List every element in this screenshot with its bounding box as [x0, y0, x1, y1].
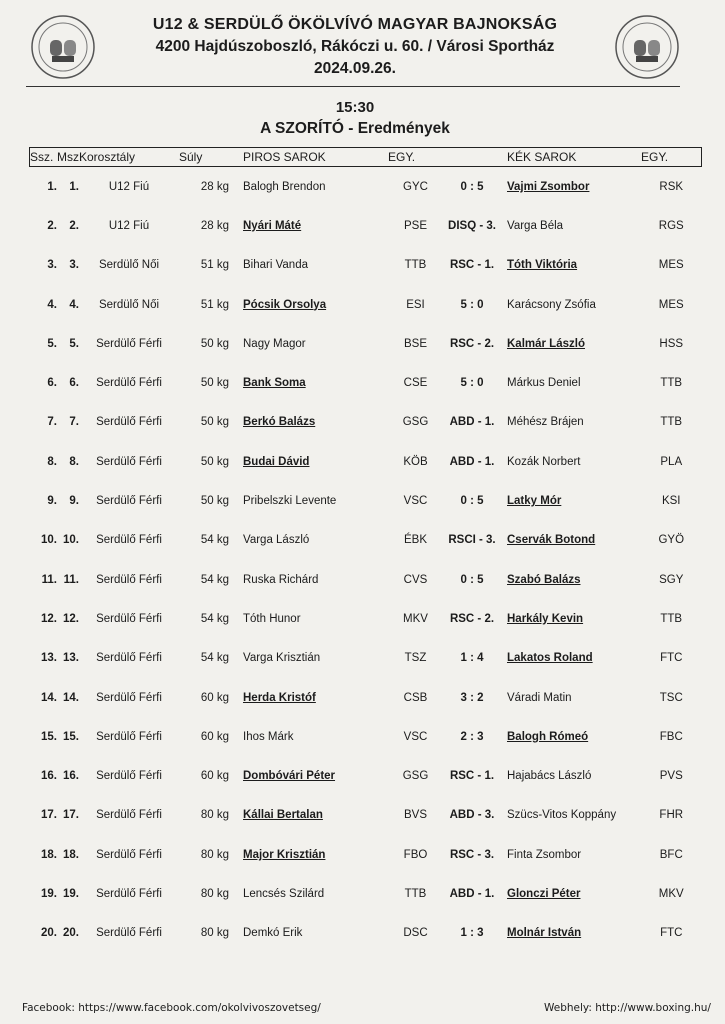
red-corner-club: TSZ [404, 652, 427, 665]
blue-corner-boxer: Hajabács László [507, 770, 592, 783]
blue-corner-boxer: Finta Zsombor [507, 848, 582, 861]
weight-class: 60 kg [200, 691, 229, 704]
bout-result: RSC - 3. [449, 848, 495, 861]
red-corner-club: BSE [403, 337, 427, 350]
match-number: 9. [69, 495, 79, 508]
blue-corner-club: MES [658, 298, 684, 311]
bout-result: RSC - 1. [449, 259, 495, 272]
red-corner-boxer: Herda Kristóf [243, 691, 316, 704]
match-number: 11. [63, 573, 79, 586]
federation-seal-left-icon [30, 14, 96, 80]
table-row [30, 599, 702, 638]
age-category: Serdülő Férfi [96, 377, 162, 390]
bout-number: 15. [41, 730, 57, 743]
table-row [30, 560, 702, 599]
match-number: 12. [63, 612, 79, 625]
session-title: A SZORÍTÓ - Eredmények [260, 120, 450, 137]
table-row [30, 324, 702, 363]
age-category: Serdülő Férfi [96, 691, 162, 704]
championship-title: U12 & SERDÜLŐ ÖKÖLVÍVÓ MAGYAR BAJNOKSÁG [152, 16, 558, 33]
table-row [30, 481, 702, 520]
red-corner-club: GSG [402, 770, 429, 783]
blue-corner-club: PLA [660, 455, 683, 468]
weight-class: 60 kg [200, 730, 229, 743]
red-corner-club: MKV [403, 612, 428, 625]
bout-result: 0 : 5 [460, 180, 484, 193]
red-corner-club: TTB [404, 887, 427, 900]
table-row [30, 363, 702, 402]
bout-result: RSC - 2. [449, 612, 495, 625]
age-category: U12 Fiú [108, 219, 150, 232]
blue-corner-club: PVS [659, 770, 683, 783]
match-number: 2. [69, 219, 79, 232]
red-corner-boxer: Dombóvári Péter [243, 770, 336, 783]
bout-number: 18. [41, 848, 57, 861]
federation-seal-right-icon [614, 14, 680, 80]
blue-corner-boxer: Glonczi Péter [507, 887, 581, 900]
bout-result: ABD - 1. [449, 455, 495, 468]
age-category: Serdülő Férfi [96, 495, 162, 508]
table-row [30, 756, 702, 795]
red-corner-club: CSE [403, 377, 428, 390]
blue-corner-boxer: Varga Béla [507, 219, 564, 232]
bout-number: 4. [47, 298, 57, 311]
red-corner-club: KÖB [403, 455, 428, 468]
match-number: 10. [63, 534, 79, 547]
bout-result: ABD - 3. [449, 809, 495, 822]
match-number: 17. [63, 809, 79, 822]
match-number: 18. [63, 848, 79, 861]
bout-result: 1 : 3 [460, 927, 484, 940]
blue-corner-boxer: Váradi Matin [507, 691, 572, 704]
age-category: Serdülő Férfi [96, 534, 162, 547]
bout-result: 2 : 3 [460, 730, 484, 743]
blue-corner-club: TTB [660, 377, 683, 390]
bout-number: 20. [41, 927, 57, 940]
blue-corner-boxer: Cservák Botond [507, 534, 596, 547]
weight-class: 54 kg [200, 652, 229, 665]
bout-result: RSC - 1. [449, 770, 495, 783]
venue-address: 4200 Hajdúszoboszló, Rákóczi u. 60. / Városi Sportház [155, 38, 555, 55]
red-corner-boxer: Nyári Máté [243, 219, 302, 232]
blue-corner-club: FHR [659, 809, 684, 822]
results-table [29, 147, 702, 953]
match-number: 16. [63, 770, 79, 783]
bout-result: RSCI - 3. [448, 534, 496, 547]
blue-corner-boxer: Latky Mór [507, 495, 562, 508]
table-row [30, 521, 702, 560]
bout-number: 6. [47, 377, 57, 390]
age-category: Serdülő Női [98, 298, 160, 311]
table-row [30, 717, 702, 756]
bout-result: 3 : 2 [460, 691, 484, 704]
red-corner-club: FBO [403, 848, 428, 861]
bout-number: 19. [41, 887, 57, 900]
red-corner-club: VSC [403, 730, 428, 743]
weight-class: 50 kg [200, 455, 229, 468]
red-corner-club: DSC [403, 927, 428, 940]
bout-number: 14. [41, 691, 57, 704]
table-row [30, 914, 702, 953]
bout-result: ABD - 1. [449, 416, 495, 429]
bout-result: RSC - 2. [449, 337, 495, 350]
weight-class: 60 kg [200, 770, 229, 783]
match-number: 6. [69, 377, 79, 390]
weight-class: 50 kg [200, 377, 229, 390]
red-corner-club: BVS [403, 809, 427, 822]
weight-class: 80 kg [200, 887, 229, 900]
red-corner-boxer: Berkó Balázs [243, 416, 316, 429]
red-corner-boxer: Pócsik Orsolya [243, 298, 327, 311]
blue-corner-boxer: Harkály Kevin [507, 612, 584, 625]
col-result [443, 148, 501, 167]
session-header [100, 98, 610, 139]
table-row [30, 796, 702, 835]
col-ssz: Ssz. [30, 148, 58, 167]
match-number: 7. [69, 416, 79, 429]
col-msz: Msz. [57, 148, 79, 167]
age-category: Serdülő Férfi [96, 416, 162, 429]
weight-class: 51 kg [200, 298, 229, 311]
blue-corner-boxer: Balogh Rómeó [507, 730, 589, 743]
weight-class: 54 kg [200, 612, 229, 625]
red-corner-club: ÉBK [403, 534, 427, 547]
weight-class: 51 kg [200, 259, 229, 272]
age-category: Serdülő Férfi [96, 887, 162, 900]
blue-corner-club: KSI [661, 495, 681, 508]
event-date: 2024.09.26. [314, 60, 396, 77]
age-category: Serdülő Női [98, 259, 160, 272]
weight-class: 50 kg [200, 416, 229, 429]
table-row [30, 442, 702, 481]
age-category: Serdülő Férfi [96, 337, 162, 350]
blue-corner-boxer: Méhész Brájen [507, 416, 584, 429]
blue-corner-club: TTB [660, 612, 683, 625]
blue-corner-club: FBC [659, 730, 683, 743]
match-number: 14. [63, 691, 79, 704]
bout-number: 16. [41, 770, 57, 783]
match-number: 19. [63, 887, 79, 900]
blue-corner-boxer: Kalmár László [507, 337, 585, 350]
col-egy-blue: EGY. [641, 148, 702, 167]
blue-corner-club: HSS [659, 337, 684, 350]
red-corner-boxer: Lencsés Szilárd [243, 887, 325, 900]
bout-number: 1. [47, 180, 57, 193]
blue-corner-boxer: Vajmi Zsombor [507, 180, 590, 193]
red-corner-boxer: Varga Krisztián [243, 652, 321, 665]
weight-class: 28 kg [200, 180, 229, 193]
red-corner-boxer: Nagy Magor [243, 337, 306, 350]
blue-corner-club: SGY [659, 573, 684, 586]
header-divider [26, 86, 680, 87]
red-corner-boxer: Balogh Brendon [243, 180, 326, 193]
bout-result: 1 : 4 [460, 652, 484, 665]
red-corner-boxer: Ruska Richárd [243, 573, 319, 586]
age-category: Serdülő Férfi [96, 927, 162, 940]
weight-class: 50 kg [200, 495, 229, 508]
blue-corner-club: MES [658, 259, 684, 272]
red-corner-boxer: Major Krisztián [243, 848, 326, 861]
blue-corner-club: TSC [659, 691, 683, 704]
age-category: Serdülő Férfi [96, 730, 162, 743]
bout-number: 10. [41, 534, 57, 547]
blue-corner-boxer: Molnár István [507, 927, 582, 940]
table-row [30, 206, 702, 245]
bout-number: 7. [47, 416, 57, 429]
red-corner-boxer: Bihari Vanda [243, 259, 308, 272]
bout-result: DISQ - 3. [448, 219, 496, 232]
bout-result: 5 : 0 [460, 298, 484, 311]
red-corner-club: GYC [403, 180, 428, 193]
col-suly: Súly [179, 148, 229, 167]
red-corner-boxer: Bank Soma [243, 377, 306, 390]
blue-corner-boxer: Lakatos Roland [507, 652, 593, 665]
bout-result: 0 : 5 [460, 573, 484, 586]
red-corner-club: CVS [403, 573, 428, 586]
match-number: 15. [63, 730, 79, 743]
table-row [30, 874, 702, 913]
red-corner-club: VSC [403, 495, 428, 508]
blue-corner-club: RSK [659, 180, 684, 193]
blue-corner-club: GYÖ [658, 534, 685, 547]
match-number: 13. [63, 652, 79, 665]
red-corner-club: GSG [402, 416, 429, 429]
red-corner-club: ESI [406, 298, 425, 311]
bout-number: 17. [41, 809, 57, 822]
blue-corner-club: FTC [660, 652, 683, 665]
age-category: Serdülő Férfi [96, 573, 162, 586]
match-number: 1. [69, 180, 79, 193]
bout-number: 9. [47, 495, 57, 508]
blue-corner-boxer: Szabó Balázs [507, 573, 581, 586]
red-corner-boxer: Pribelszki Levente [243, 495, 337, 508]
red-corner-boxer: Demkó Erik [243, 927, 303, 940]
match-number: 20. [63, 927, 79, 940]
blue-corner-boxer: Kozák Norbert [507, 455, 581, 468]
table-row [30, 285, 702, 324]
match-number: 5. [69, 337, 79, 350]
bout-number: 5. [47, 337, 57, 350]
session-time: 15:30 [335, 99, 375, 116]
blue-corner-club: BFC [659, 848, 683, 861]
col-piros-sarok: PIROS SAROK [229, 148, 388, 167]
blue-corner-boxer: Szücs-Vitos Koppány [507, 809, 617, 822]
weight-class: 28 kg [200, 219, 229, 232]
table-row [30, 835, 702, 874]
blue-corner-club: TTB [660, 416, 683, 429]
red-corner-boxer: Budai Dávid [243, 455, 310, 468]
age-category: Serdülő Férfi [96, 848, 162, 861]
bout-number: 12. [41, 612, 57, 625]
table-header-row [30, 148, 702, 167]
bout-number: 3. [47, 259, 57, 272]
table-row [30, 167, 702, 207]
red-corner-boxer: Varga László [243, 534, 310, 547]
table-row [30, 246, 702, 285]
red-corner-boxer: Ihos Márk [243, 730, 294, 743]
col-korosztaly: Korosztály [79, 148, 179, 167]
bout-result: 0 : 5 [460, 495, 484, 508]
red-corner-club: PSE [403, 219, 427, 232]
blue-corner-boxer: Márkus Deniel [507, 377, 581, 390]
footer-website: Webhely: http://www.boxing.hu/ [544, 1002, 711, 1014]
bout-number: 8. [47, 455, 57, 468]
blue-corner-boxer: Tóth Viktória [507, 259, 578, 272]
table-row [30, 403, 702, 442]
weight-class: 80 kg [200, 927, 229, 940]
match-number: 4. [69, 298, 79, 311]
weight-class: 80 kg [200, 809, 229, 822]
match-number: 3. [69, 259, 79, 272]
weight-class: 50 kg [200, 337, 229, 350]
document-header [100, 14, 610, 80]
red-corner-boxer: Kállai Bertalan [243, 809, 323, 822]
col-kek-sarok: KÉK SAROK [501, 148, 641, 167]
red-corner-club: TTB [404, 259, 427, 272]
col-egy-red: EGY. [388, 148, 443, 167]
age-category: Serdülő Férfi [96, 809, 162, 822]
table-row [30, 678, 702, 717]
age-category: Serdülő Férfi [96, 612, 162, 625]
red-corner-boxer: Tóth Hunor [243, 612, 301, 625]
age-category: Serdülő Férfi [96, 770, 162, 783]
bout-number: 11. [41, 573, 57, 586]
blue-corner-club: RGS [658, 219, 684, 232]
blue-corner-club: FTC [660, 927, 683, 940]
bout-result: 5 : 0 [460, 377, 484, 390]
footer-facebook: Facebook: https://www.facebook.com/okolvivoszovetseg/ [22, 1002, 321, 1014]
red-corner-club: CSB [403, 691, 428, 704]
weight-class: 80 kg [200, 848, 229, 861]
blue-corner-club: MKV [658, 887, 684, 900]
age-category: Serdülő Férfi [96, 652, 162, 665]
results-body [30, 167, 702, 953]
blue-corner-boxer: Karácsony Zsófia [507, 298, 596, 311]
bout-number: 13. [41, 652, 57, 665]
bout-result: ABD - 1. [449, 887, 495, 900]
bout-number: 2. [47, 219, 57, 232]
weight-class: 54 kg [200, 534, 229, 547]
age-category: U12 Fiú [108, 180, 150, 193]
weight-class: 54 kg [200, 573, 229, 586]
age-category: Serdülő Férfi [96, 455, 162, 468]
table-row [30, 639, 702, 678]
match-number: 8. [69, 455, 79, 468]
